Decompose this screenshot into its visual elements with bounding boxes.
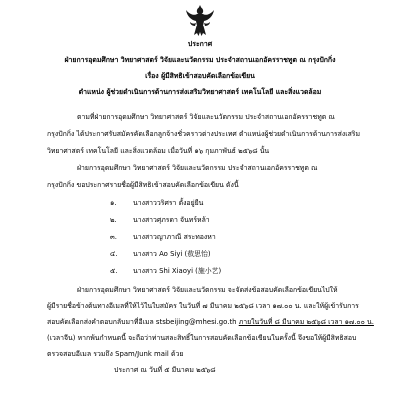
paragraph-line: (เวลาจีน) หากพ้นกำหนดนี้ จะถือว่าท่านสละสิทธิ์ในการสอบคัดเลือกข้อเขียนในครั้งนี้ จึงขอให้ผู้มีสิทธิสอบ <box>47 334 357 342</box>
candidate-number: ๒. <box>110 216 117 224</box>
position-line: ตำแหน่ง ผู้ช่วยดำเนินการด้านการส่งเสริมวิทยาศาสตร์ เทคโนโลยี และสิ่งแวดล้อม <box>78 88 322 96</box>
subject-line: เรื่อง ผู้มีสิทธิเข้าสอบคัดเลือกข้อเขียน <box>145 72 255 80</box>
candidate-name: นางสาว Ao Siyi (敖思怡) <box>133 250 211 258</box>
candidate-number: ๑. <box>110 199 117 207</box>
candidate-name: นางสาวศุภรดา จันทร์หล้า <box>133 216 210 224</box>
issuing-office: ฝ่ายการอุดมศึกษา วิทยาศาสตร์ วิจัยและนวัตกรรม ประจำสถานเอกอัครราชทูต ณ กรุงปักกิ่ง <box>64 56 336 64</box>
candidate-name: นางสาว Shi Xiaoyi (施小艺) <box>133 267 222 275</box>
paragraph-line: กรุงปักกิ่ง ขอประกาศรายชื่อผู้มีสิทธิเข้าสอบคัดเลือกข้อเขียน ดังนี้ <box>47 181 239 189</box>
paragraph-line <box>47 318 374 327</box>
paragraph-line: ตามที่ฝ่ายการอุดมศึกษา วิทยาศาสตร์ วิจัยและนวัตกรรม ประจำสถานเอกอัครราชทูต ณ <box>77 113 335 121</box>
paragraph-line: ตรวจสอบอีเมล รวมถึง Spam/Junk mail ด้วย <box>47 350 184 358</box>
candidate-name: นางสาววริศรา ตั้งอยู่ยืน <box>133 199 204 207</box>
paragraph-line: ผู้มีรายชื่อข้างต้นทางอีเมลที่ให้ไว้ในใบสมัคร ในวันที่ ๗ มีนาคม ๒๕๖๘ เวลา ๑๗.๐๐ น. และให้ผู้เข้ารับการ <box>47 302 359 310</box>
garuda-emblem-icon <box>184 2 216 38</box>
candidate-number: ๕. <box>110 267 118 275</box>
paragraph-line: ฝ่ายการอุดมศึกษา วิทยาศาสตร์ วิจัยและนวัตกรรม จะจัดส่งข้อสอบคัดเลือกข้อเขียนไปให้ <box>77 286 338 294</box>
candidate-number: ๔. <box>110 250 118 258</box>
deadline-text: ภายในวันที่ ๘ มีนาคม ๒๕๖๘ เวลา ๑๗.๐๐ น. <box>238 318 374 326</box>
candidate-number: ๓. <box>110 233 117 241</box>
email-text: สอบคัดเลือกส่งคำตอบกลับมาที่อีเมล stsbeijing@mhesi.go.th <box>47 318 237 326</box>
candidate-name: นางสาวญาภาณี สระทองหา <box>133 233 216 241</box>
paragraph-line: วิทยาศาสตร์ เทคโนโลยี และสิ่งแวดล้อม เมื่อวันที่ ๑๖ กุมภาพันธ์ ๒๕๖๘ นั้น <box>47 147 270 155</box>
paragraph-line: กรุงปักกิ่ง ได้ประกาศรับสมัครคัดเลือกลูกจ้างชั่วคราวต่างประเทศ ตำแหน่งผู้ช่วยดำเนินการด้านการส่งเสริม <box>47 130 361 138</box>
doc-title: ประกาศ <box>187 40 213 48</box>
paragraph-line: ฝ่ายการอุดมศึกษา วิทยาศาสตร์ วิจัยและนวัตกรรม ประจำสถานเอกอัครราชทูต ณ <box>77 164 318 172</box>
announcement-date: ประกาศ ณ วันที่ ๕ มีนาคม ๒๕๖๘ <box>114 366 216 374</box>
